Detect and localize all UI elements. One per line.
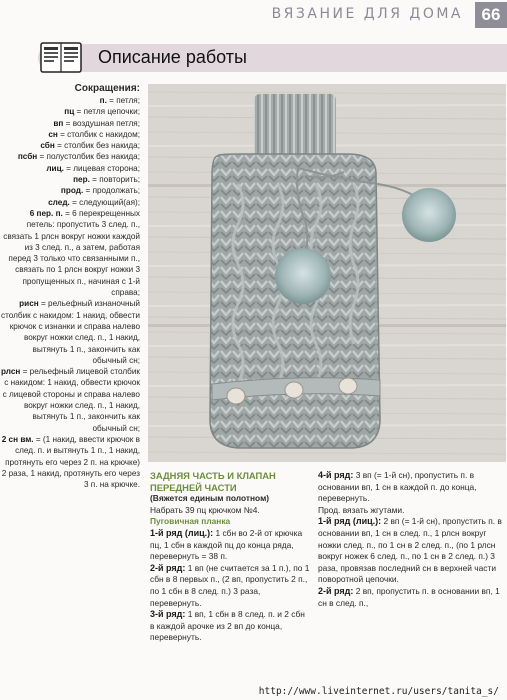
abbr-item: пер. = повторить; — [73, 175, 140, 185]
section-title: ЗАДНЯЯ ЧАСТЬ И КЛАПАН ПЕРЕДНЕЙ ЧАСТИ — [150, 470, 276, 493]
abbr-item: рисн = рельефный изнаночный столбик с накидом: 1 накид, обвести крючок с изнанки и справа налево вокруг ножки след. п., 1 накид, вытянуть 1 п., закончить как обычный сн; — [1, 299, 140, 365]
row-instruction: Прод. вязать жгутами. — [318, 504, 405, 515]
magazine-name: ВЯЗАНИЕ ДЛЯ ДОМА — [271, 6, 463, 22]
row-instruction: 1-й ряд (лиц.): 2 вп (= 1-й сн), пропустить п. в основании вп, 1 сн в след. п., 1 рлсн вокруг ножки след. п., по 1 сн в 2 след. п., (по 1 рлсн вокруг ножек 6 след. п., по 1 сн в 2 след. п.) 3 раза, провязав последний сн в верхней части поворотной цепочки. — [318, 516, 502, 585]
abbr-item: пц = петля цепочки; — [64, 107, 140, 117]
abbr-item: 2 сн вм. = (1 накид, ввести крючок в след. п. и вытянуть 1 п., 1 накид, протянуть его через 2 п. на крючке) 2 раза, 1 накид, протянуть его через 3 п. на крючке. — [1, 434, 140, 490]
section-note: (Вяжется единым полотном) — [150, 493, 270, 504]
abbr-item: п. = петля; — [99, 96, 140, 105]
abbr-item: прод. = продолжать; — [60, 186, 140, 196]
page-title: Описание работы — [98, 47, 247, 67]
row-instruction: 2-й ряд: 1 вп (не считается за 1 п.), по 1 сбн в 8 первых п., (2 вп, пропустить 2 п., по 1 сбн в 8 след. п.) 3 раза, перевернуть. — [150, 562, 310, 608]
abbr-item: псбн = полустолбик без накида; — [17, 152, 140, 162]
page-header — [0, 0, 507, 32]
abbr-item: сбн = столбик без накида; — [40, 141, 140, 151]
row-instruction: 3-й ряд: 1 вп, 1 сбн в 8 след. п. и 2 сбн в каждой арочке из 2 вп до конца, перевернуть. — [150, 609, 305, 643]
hot-water-bottle-photo — [148, 84, 506, 462]
row-instruction: 2-й ряд: 2 вп, пропустить п. в основании вп, 1 сн в след. п., — [318, 585, 500, 608]
abbr-item: лиц. = лицевая сторона; — [46, 163, 140, 173]
row-instruction: 4-й ряд: 3 вп (= 1-й сн), пропустить п. в основании вп, 1 сн в каждой п. до конца, перевернуть. — [318, 470, 477, 504]
instructions-column-1 — [150, 470, 310, 644]
pattern-book-icon — [40, 40, 82, 74]
abbr-item: рлсн = рельефный лицевой столбик с накидом: 1 накид, обвести крючок с лицевой стороны и справа налево вокруг ножки след. п., 1 накид, вытянуть 1 п., закончить как обычный сн; — [0, 367, 140, 433]
watermark-url: http://www.liveinternet.ru/users/tanita_s/ — [258, 686, 499, 697]
abbr-item: 6 пер. п. = 6 перекрещенных петель: пропустить 3 след. п., связать 1 рлсн вокруг ножки каждой из 3 след. п., а затем, работая перед 3 только что связанными п., связать по 1 рлсн вокруг ножки 3 пропущенных п., начиная с 1-й справа; — [3, 208, 140, 298]
instructions-column-2 — [318, 470, 502, 609]
abbr-item: вп = воздушная петля; — [53, 118, 140, 128]
row-instruction: 1-й ряд (лиц.): 1 сбн во 2-й от крючка пц, 1 сбн в каждой пц до конца ряда, перевернуть = 38 п. — [150, 527, 303, 562]
page-number: 66 — [475, 2, 507, 28]
abbreviations-heading: Сокращения: — [74, 83, 140, 94]
cast-on-text: Набрать 39 пц крючком №4. — [150, 504, 260, 515]
abbreviations-column — [0, 82, 140, 490]
abbr-item: сн = столбик с накидом; — [48, 129, 140, 139]
subsection-title: Пуговичная планка — [150, 516, 231, 527]
abbr-item: след. = следующий(ая); — [48, 197, 140, 207]
